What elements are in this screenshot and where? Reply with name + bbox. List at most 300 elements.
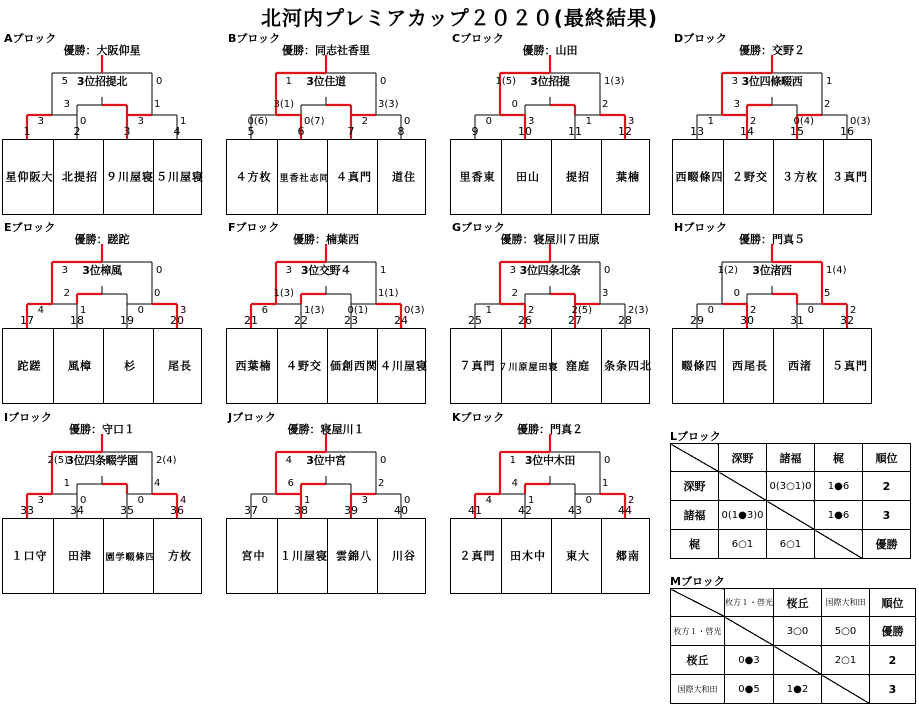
league-cell: 0●5 bbox=[725, 675, 774, 704]
league-cell: 国際大和田 bbox=[822, 589, 870, 617]
team-name: 四 條 畷 西 bbox=[674, 171, 723, 183]
score-label: 4 bbox=[285, 455, 292, 466]
score-label: 1 bbox=[80, 305, 87, 316]
league-cell: 0(1●3)0 bbox=[719, 501, 767, 530]
block-name: Hブロック bbox=[674, 221, 727, 234]
seed-number: 8 bbox=[397, 125, 405, 138]
score-label: 0(6) bbox=[247, 116, 268, 127]
seed-number: 6 bbox=[297, 125, 305, 138]
team-cell bbox=[823, 329, 873, 403]
league-title: Lブロック bbox=[670, 430, 721, 443]
league-cell bbox=[725, 617, 774, 646]
score-label: 1 bbox=[485, 305, 492, 316]
block-winner: 優勝：山田 bbox=[522, 44, 578, 57]
third-place-label: 3位招提北 bbox=[76, 75, 128, 88]
seed-number: 4 bbox=[173, 125, 181, 138]
score-label: 3 bbox=[509, 265, 516, 276]
league-cell: 3 bbox=[870, 675, 916, 704]
team-name: 枚 方 ３ bbox=[780, 171, 818, 183]
team-cell bbox=[723, 140, 773, 214]
team-name: 谷 川 bbox=[390, 550, 416, 562]
team-names-row bbox=[226, 328, 426, 404]
score-label: 1(2) bbox=[717, 265, 738, 276]
team-name: 枚 方 ４ bbox=[234, 171, 271, 183]
score-label: 3 bbox=[733, 99, 740, 110]
score-label: 0(3) bbox=[404, 305, 425, 316]
score-label: 3 bbox=[361, 495, 368, 506]
team-cell bbox=[327, 329, 377, 403]
league-cell: 諸福 bbox=[671, 501, 719, 530]
score-label: 0 bbox=[404, 495, 411, 506]
score-label: 2(4) bbox=[156, 455, 177, 466]
team-name: 門 真 ３ bbox=[830, 171, 868, 183]
score-label: 0 bbox=[156, 76, 163, 87]
seed-number: 13 bbox=[690, 125, 704, 138]
league-row bbox=[671, 675, 916, 704]
team-name: 大 阪 仰 星 bbox=[4, 171, 53, 183]
team-cell bbox=[601, 519, 651, 593]
seed-number: 32 bbox=[840, 314, 854, 327]
third-place-label: 3位四條畷西 bbox=[741, 75, 803, 88]
score-label: 0(7) bbox=[304, 116, 325, 127]
score-label: 4 bbox=[180, 495, 187, 506]
score-label: 0 bbox=[733, 288, 740, 299]
league-cell: 桜丘 bbox=[671, 646, 725, 675]
score-label: 3 bbox=[180, 305, 187, 316]
team-cell bbox=[53, 140, 103, 214]
league-cell: 桜丘 bbox=[774, 589, 822, 617]
league-cell: 梶 bbox=[815, 444, 863, 472]
league-cell: 国際大和田 bbox=[671, 675, 725, 704]
block-winner: 優勝：門真２ bbox=[517, 423, 583, 436]
score-label: 5 bbox=[824, 288, 831, 299]
score-label: 0 bbox=[485, 116, 492, 127]
team-name: 四 條 畷 学 園 bbox=[103, 551, 154, 561]
score-label: 1(3) bbox=[304, 305, 325, 316]
score-label: 0 bbox=[707, 305, 714, 316]
seed-number: 12 bbox=[618, 125, 632, 138]
team-cell bbox=[823, 140, 873, 214]
score-label: 0(4) bbox=[793, 116, 814, 127]
score-label: 0 bbox=[404, 116, 411, 127]
team-cell bbox=[327, 140, 377, 214]
block-winner: 優勝：寝屋川１ bbox=[287, 423, 365, 436]
team-names-row bbox=[226, 139, 426, 215]
score-label: 2 bbox=[378, 478, 385, 489]
score-label: 2 bbox=[850, 305, 857, 316]
score-label: 1 bbox=[707, 116, 714, 127]
team-name: 中 宮 bbox=[240, 550, 265, 562]
score-label: 4 bbox=[485, 495, 492, 506]
league-cell: 深野 bbox=[719, 444, 767, 472]
seed-number: 9 bbox=[471, 125, 479, 138]
score-label: 3(1) bbox=[273, 99, 294, 110]
team-name: 四 條 畷 bbox=[680, 360, 717, 372]
score-label: 3 bbox=[37, 116, 44, 127]
third-place-label: 3位中木田 bbox=[524, 454, 576, 467]
team-names-row bbox=[450, 139, 650, 215]
score-label: 3 bbox=[602, 288, 609, 299]
score-label: 0 bbox=[137, 305, 144, 316]
team-names-row bbox=[226, 518, 426, 594]
league-cell bbox=[767, 501, 815, 530]
seed-number: 26 bbox=[518, 314, 532, 327]
league-cell: 2 bbox=[870, 646, 916, 675]
team-cell bbox=[451, 519, 501, 593]
score-label: 1 bbox=[63, 478, 70, 489]
score-label: 6 bbox=[261, 305, 268, 316]
score-label: 4 bbox=[37, 305, 44, 316]
seed-number: 20 bbox=[170, 314, 184, 327]
league-cell: 1●2 bbox=[774, 675, 822, 704]
seed-number: 23 bbox=[344, 314, 358, 327]
score-label: 2(3) bbox=[628, 305, 649, 316]
team-name: 山 田 bbox=[514, 171, 540, 183]
league-cell: 3 bbox=[863, 501, 911, 530]
third-place-label: 3位樟風 bbox=[82, 264, 122, 277]
league-cell bbox=[774, 646, 822, 675]
seed-number: 42 bbox=[518, 504, 532, 517]
score-label: 2(5) bbox=[47, 455, 68, 466]
score-label: 2 bbox=[63, 288, 70, 299]
team-names-row bbox=[2, 328, 202, 404]
league-cell: 順位 bbox=[870, 589, 916, 617]
league-cell: 深野 bbox=[671, 472, 719, 501]
score-label: 0(1) bbox=[347, 305, 368, 316]
league-cell: 優勝 bbox=[863, 530, 911, 559]
third-place-label: 3位住道 bbox=[306, 75, 346, 88]
team-cell bbox=[377, 329, 427, 403]
score-label: 1(3) bbox=[604, 76, 625, 87]
team-names-row bbox=[450, 518, 650, 594]
team-name: 大 東 bbox=[564, 550, 590, 562]
league-cell: 2 bbox=[863, 472, 911, 501]
score-label: 2 bbox=[750, 305, 757, 316]
team-cell bbox=[53, 519, 103, 593]
league-cell bbox=[671, 444, 719, 472]
seed-number: 2 bbox=[73, 125, 81, 138]
team-name: 門 真 ７ bbox=[458, 360, 495, 372]
team-cell bbox=[327, 519, 377, 593]
seed-number: 30 bbox=[740, 314, 754, 327]
team-name: 長 尾 bbox=[166, 360, 192, 372]
block-winner: 優勝：守口１ bbox=[69, 423, 135, 436]
league-cell: 1●6 bbox=[815, 501, 863, 530]
team-cell bbox=[277, 519, 327, 593]
league-cell bbox=[822, 675, 870, 704]
seed-number: 25 bbox=[468, 314, 482, 327]
team-cell bbox=[103, 519, 153, 593]
team-cell bbox=[496, 329, 557, 403]
team-name: 寝 屋 川 ９ bbox=[104, 171, 154, 183]
team-name: 関 西 創 価 bbox=[328, 360, 378, 372]
seed-number: 1 bbox=[23, 125, 31, 138]
league-cell: 梶 bbox=[671, 530, 719, 559]
team-name: 楠 葉 bbox=[614, 171, 640, 183]
team-names-row bbox=[672, 328, 872, 404]
third-place-label: 3位招提 bbox=[530, 75, 570, 88]
score-label: 0 bbox=[261, 495, 268, 506]
league-cell: 6○1 bbox=[767, 530, 815, 559]
score-label: 2(5) bbox=[571, 305, 592, 316]
third-place-label: 3位四条北条 bbox=[519, 264, 581, 277]
team-names-row bbox=[2, 518, 202, 594]
block-winner: 優勝：楠葉西 bbox=[293, 233, 359, 246]
bracket-block bbox=[450, 411, 670, 604]
score-label: 1 bbox=[285, 76, 292, 87]
bracket-block bbox=[450, 32, 670, 225]
score-label: 1 bbox=[180, 116, 187, 127]
seed-number: 44 bbox=[618, 504, 632, 517]
team-name: 樟 風 bbox=[66, 360, 92, 372]
score-label: 1 bbox=[154, 99, 161, 110]
block-winner: 優勝：交野２ bbox=[739, 44, 805, 57]
score-label: 1(1) bbox=[378, 288, 399, 299]
team-cell bbox=[551, 329, 601, 403]
team-cell bbox=[377, 519, 427, 593]
block-name: Cブロック bbox=[452, 32, 504, 45]
seed-number: 3 bbox=[123, 125, 131, 138]
team-names-row bbox=[2, 139, 202, 215]
team-cell bbox=[673, 140, 723, 214]
block-name: Aブロック bbox=[4, 32, 57, 45]
score-label: 0 bbox=[80, 495, 87, 506]
page-title: 北河内プレミアカップ２０２０(最終結果) bbox=[260, 6, 659, 30]
team-name: 寝 屋 川 １ bbox=[278, 550, 328, 562]
score-label: 0 bbox=[604, 265, 611, 276]
score-label: 0(3) bbox=[850, 116, 871, 127]
league-cell: 枚方１・啓光 bbox=[671, 617, 725, 646]
score-label: 1(4) bbox=[826, 265, 847, 276]
block-name: Jブロック bbox=[228, 411, 276, 424]
team-cell bbox=[673, 329, 723, 403]
score-label: 0 bbox=[154, 288, 161, 299]
score-label: 2 bbox=[824, 99, 831, 110]
block-winner: 優勝：蹉跎 bbox=[74, 233, 130, 246]
team-name: 門 真 ４ bbox=[334, 171, 372, 183]
league-cell bbox=[671, 589, 725, 617]
score-label: 0 bbox=[380, 455, 387, 466]
team-name: 蹉 跎 bbox=[16, 360, 41, 372]
seed-number: 34 bbox=[70, 504, 84, 517]
score-label: 3 bbox=[61, 265, 68, 276]
block-name: Fブロック bbox=[228, 221, 280, 234]
league-title: Mブロック bbox=[670, 575, 725, 588]
team-name: 枚 方 bbox=[166, 550, 192, 562]
score-label: 3(3) bbox=[378, 99, 399, 110]
league-cell: 6○1 bbox=[719, 530, 767, 559]
bracket-block bbox=[226, 221, 446, 414]
seed-number: 39 bbox=[344, 504, 358, 517]
score-label: 4 bbox=[511, 478, 518, 489]
team-cell bbox=[227, 329, 277, 403]
block-winner: 優勝：大阪仰星 bbox=[63, 44, 141, 57]
team-names-row bbox=[450, 328, 650, 404]
team-name: 住 道 bbox=[390, 171, 416, 183]
seed-number: 10 bbox=[518, 125, 532, 138]
team-cell bbox=[227, 519, 277, 593]
league-cell: 1●6 bbox=[815, 472, 863, 501]
score-label: 0 bbox=[585, 495, 592, 506]
team-cell bbox=[3, 329, 53, 403]
team-cell bbox=[277, 329, 327, 403]
score-label: 3 bbox=[285, 265, 292, 276]
seed-number: 11 bbox=[568, 125, 582, 138]
team-cell bbox=[153, 329, 203, 403]
seed-number: 15 bbox=[790, 125, 804, 138]
seed-number: 31 bbox=[790, 314, 804, 327]
team-cell bbox=[103, 329, 153, 403]
seed-number: 16 bbox=[840, 125, 854, 138]
bracket-block bbox=[226, 32, 446, 225]
team-name: 東 香 里 bbox=[458, 171, 495, 183]
bracket-block bbox=[672, 32, 892, 225]
seed-number: 14 bbox=[740, 125, 754, 138]
team-name: 北 四 条 条 bbox=[602, 360, 652, 372]
team-name: 寝 屋 川 ５ bbox=[154, 171, 204, 183]
seed-number: 38 bbox=[294, 504, 308, 517]
seed-number: 37 bbox=[244, 504, 258, 517]
team-cell bbox=[153, 140, 203, 214]
team-name: 八 錦 雲 bbox=[334, 550, 372, 562]
third-place-label: 3位中宮 bbox=[306, 454, 346, 467]
score-label: 5 bbox=[61, 76, 68, 87]
block-winner: 優勝：寝屋川７田原 bbox=[500, 233, 600, 246]
bracket-block bbox=[2, 221, 222, 414]
score-label: 1(3) bbox=[273, 288, 294, 299]
league-table bbox=[670, 443, 911, 559]
seed-number: 40 bbox=[394, 504, 408, 517]
team-cell bbox=[551, 140, 601, 214]
league-cell: 優勝 bbox=[870, 617, 916, 646]
league-row bbox=[671, 617, 916, 646]
block-name: Gブロック bbox=[452, 221, 505, 234]
league-row bbox=[671, 589, 916, 617]
score-label: 3 bbox=[731, 76, 738, 87]
bracket-block bbox=[450, 221, 670, 414]
score-label: 2 bbox=[528, 305, 535, 316]
score-label: 3 bbox=[63, 99, 70, 110]
block-name: Eブロック bbox=[4, 221, 56, 234]
league-cell: 2○1 bbox=[822, 646, 870, 675]
bracket-block bbox=[226, 411, 446, 604]
team-cell bbox=[601, 329, 651, 403]
team-cell bbox=[501, 519, 551, 593]
third-place-label: 3位交野４ bbox=[300, 264, 352, 277]
team-cell bbox=[501, 140, 551, 214]
seed-number: 41 bbox=[468, 504, 482, 517]
score-label: 1(5) bbox=[495, 76, 516, 87]
seed-number: 17 bbox=[20, 314, 34, 327]
seed-number: 18 bbox=[70, 314, 84, 327]
block-name: Iブロック bbox=[4, 411, 52, 424]
seed-number: 35 bbox=[120, 504, 134, 517]
bracket-block bbox=[672, 221, 892, 414]
score-label: 3 bbox=[628, 116, 635, 127]
team-cell bbox=[277, 140, 327, 214]
block-winner: 優勝：同志社香里 bbox=[282, 44, 370, 57]
score-label: 0 bbox=[511, 99, 518, 110]
seed-number: 21 bbox=[244, 314, 258, 327]
team-cell bbox=[451, 140, 501, 214]
league-cell: 3○0 bbox=[774, 617, 822, 646]
team-cell bbox=[601, 140, 651, 214]
league-row bbox=[671, 530, 911, 559]
team-cell bbox=[103, 140, 153, 214]
seed-number: 43 bbox=[568, 504, 582, 517]
team-cell bbox=[377, 140, 427, 214]
team-name: 寝 田 屋 原 川 ７ bbox=[496, 361, 557, 371]
team-name: 杉 bbox=[122, 360, 136, 372]
team-name: 招 提 北 bbox=[60, 171, 98, 183]
score-label: 2 bbox=[511, 288, 518, 299]
block-name: Bブロック bbox=[228, 32, 281, 45]
score-label: 1 bbox=[585, 116, 592, 127]
score-label: 2 bbox=[361, 116, 368, 127]
score-label: 1 bbox=[602, 478, 609, 489]
third-place-label: 3位渚西 bbox=[752, 264, 792, 277]
score-label: 0 bbox=[80, 116, 87, 127]
league-cell: 0(3○1)0 bbox=[767, 472, 815, 501]
team-cell bbox=[551, 519, 601, 593]
team-cell bbox=[723, 329, 773, 403]
seed-number: 19 bbox=[120, 314, 134, 327]
team-cell bbox=[773, 329, 823, 403]
league-cell bbox=[815, 530, 863, 559]
score-label: 1 bbox=[528, 495, 535, 506]
team-name: 交 野 ２ bbox=[730, 171, 768, 183]
team-name: 楠 葉 西 bbox=[234, 360, 271, 372]
team-name: 津 田 bbox=[66, 550, 92, 562]
seed-number: 24 bbox=[394, 314, 408, 327]
league-cell: 枚方１・啓光 bbox=[725, 589, 774, 617]
score-label: 0 bbox=[380, 76, 387, 87]
seed-number: 29 bbox=[690, 314, 704, 327]
seed-number: 5 bbox=[247, 125, 255, 138]
league-cell: 順位 bbox=[863, 444, 911, 472]
score-label: 1 bbox=[380, 265, 387, 276]
team-name: 同 志 社 香 里 bbox=[277, 172, 328, 182]
seed-number: 36 bbox=[170, 504, 184, 517]
league-cell bbox=[719, 472, 767, 501]
score-label: 0 bbox=[604, 455, 611, 466]
score-label: 2 bbox=[628, 495, 635, 506]
score-label: 6 bbox=[287, 478, 294, 489]
score-label: 1 bbox=[509, 455, 516, 466]
team-name: 寝 屋 川 ４ bbox=[378, 360, 428, 372]
score-label: 3 bbox=[137, 116, 144, 127]
team-cell bbox=[153, 519, 203, 593]
team-cell bbox=[773, 140, 823, 214]
team-name: 庭 窪 bbox=[564, 360, 590, 372]
team-cell bbox=[3, 140, 53, 214]
team-name: 門 真 ５ bbox=[830, 360, 868, 372]
league-cell: 諸福 bbox=[767, 444, 815, 472]
league-row bbox=[671, 501, 911, 530]
league-table bbox=[670, 588, 916, 704]
score-label: 1 bbox=[826, 76, 833, 87]
seed-number: 22 bbox=[294, 314, 308, 327]
team-cell bbox=[3, 519, 53, 593]
seed-number: 27 bbox=[568, 314, 582, 327]
score-label: 2 bbox=[602, 99, 609, 110]
team-cell bbox=[227, 140, 277, 214]
team-name: 招 提 bbox=[564, 171, 590, 183]
league-row bbox=[671, 472, 911, 501]
team-name: 交 野 ４ bbox=[284, 360, 322, 372]
score-label: 3 bbox=[37, 495, 44, 506]
score-label: 1 bbox=[304, 495, 311, 506]
